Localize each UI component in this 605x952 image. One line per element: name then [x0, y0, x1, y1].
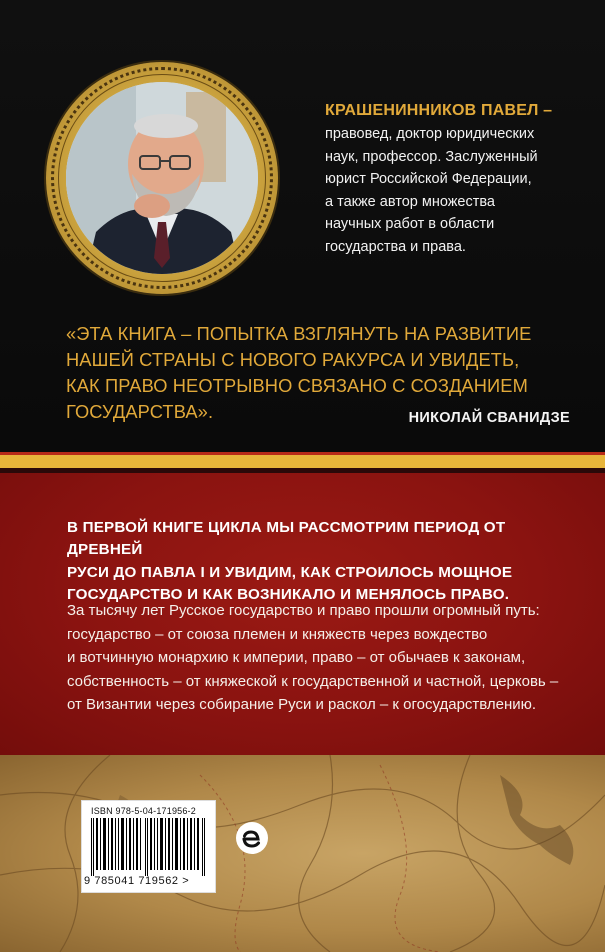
divider-stripe-gold: [0, 455, 605, 468]
quote-text: «ЭТА КНИГА – ПОПЫТКА ВЗГЛЯНУТЬ НА РАЗВИТИЕ НАШЕЙ СТРАНЫ С НОВОГО РАКУРСА И УВИДЕТЬ, КАК ПРАВО НЕОТРЫВНО СВЯЗАНО С СОЗДАНИЕМ ГОСУДАРСТВА».: [66, 323, 532, 422]
description-body: За тысячу лет Русское государство и право прошли огромный путь: государство – от союза племен и княжеств через вождество и вотчинную монархию к империи, право – от обычаев к законам, собственность – от княжеской к государственной и частной, церковь – от Византии через собирание Руси и раскол – к огосударствлению.: [67, 602, 559, 714]
description-lead: В ПЕРВОЙ КНИГЕ ЦИКЛА МЫ РАССМОТРИМ ПЕРИОД ОТ ДРЕВНЕЙ РУСИ ДО ПАВЛА I И УВИДИМ, КАК СТРОИЛОСЬ МОЩНОЕ ГОСУДАРСТВО И КАК ВОЗНИКАЛО И МЕНЯЛОСЬ ПРАВО.: [67, 519, 513, 604]
barcode-box: [82, 801, 215, 892]
author-section: [0, 0, 605, 452]
author-bio: правовед, доктор юридических наук, профессор. Заслуженный юрист Российской Федерации, а также автор множества научных работ в области государства и права.: [325, 126, 538, 255]
isbn-label: ISBN 978-5-04-171956-2: [91, 806, 196, 816]
barcode-bars: [90, 818, 207, 876]
quote-author: НИКОЛАЙ СВАНИДЗЕ: [408, 410, 570, 426]
barcode-digits: 9 785041 719562 >: [84, 875, 190, 887]
author-portrait: [66, 82, 258, 274]
portrait-medallion: [46, 62, 278, 294]
eksmo-logo-icon: [236, 822, 268, 854]
author-name: КРАШЕНИННИКОВ ПАВЕЛ –: [325, 102, 553, 119]
